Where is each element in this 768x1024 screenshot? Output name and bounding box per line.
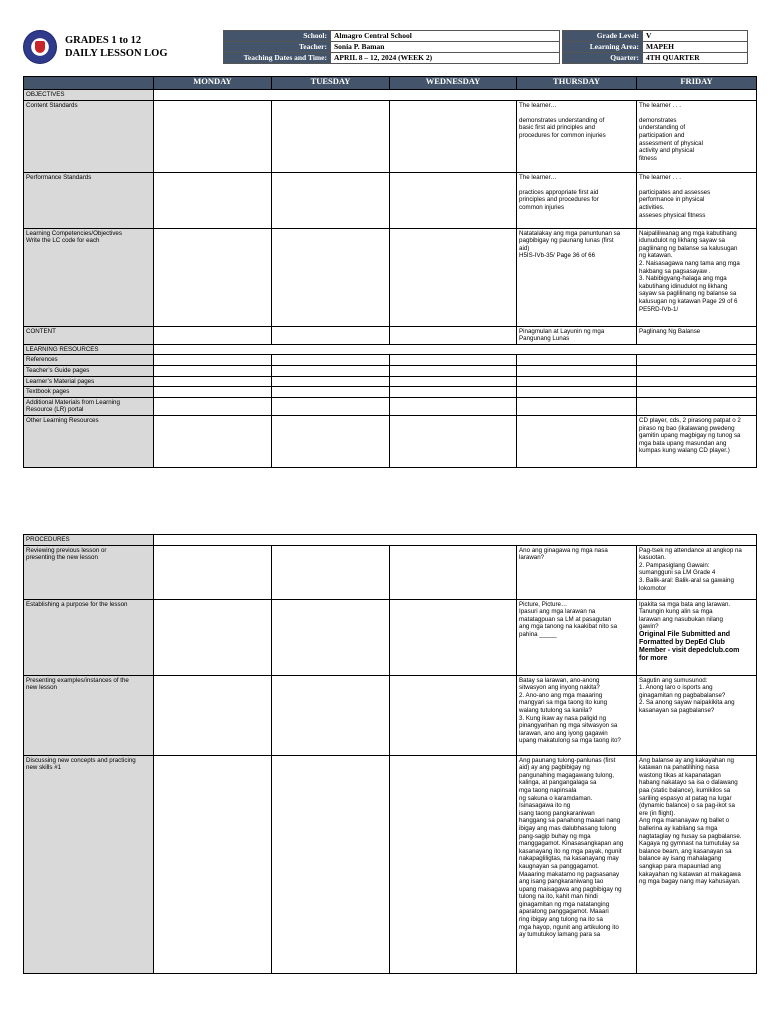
text-line: Ano ang ginagawa ng mga nasa xyxy=(519,546,608,554)
text-line: tulong na ito, kahit man hindi xyxy=(519,893,598,901)
text-line: kasanayan sa pagbalanse? xyxy=(639,706,715,714)
text-line: sayaw sa paglilinang ng balanse sa xyxy=(639,290,737,298)
text-line: Pangunang Lunas xyxy=(519,335,570,343)
text-line: ay tumutukoy lamang para sa xyxy=(519,931,601,939)
text-line: 2. Ano-ano ang mga maaaring xyxy=(519,691,603,699)
text-line: Additional Materials from Learning xyxy=(26,398,120,406)
presenting-fri xyxy=(637,675,757,755)
text-line: 3. Balik-aral: Balik-aral sa gawaing xyxy=(639,576,734,584)
text-line: CD player, cds, 2 pirasong patpat o 2 xyxy=(639,416,741,424)
establishing-fri xyxy=(637,599,757,675)
text-line: habang nakatayo sa isa o dalawang xyxy=(639,779,738,787)
text-line: The learner… xyxy=(519,101,557,109)
text-line: participation and xyxy=(639,131,685,139)
text-line: The learner . . . xyxy=(639,173,681,181)
title-line2: DAILY LESSON LOG xyxy=(65,48,168,59)
day-tuesday: TUESDAY xyxy=(272,77,390,90)
text-line: Isinasagawa ito ng xyxy=(519,802,571,810)
header xyxy=(23,30,756,64)
text-line: kumpas kung walang CD player.) xyxy=(639,447,730,455)
text-line: Natatalakay ang mga panuntunan sa xyxy=(519,229,621,237)
reviewing-label xyxy=(24,545,154,599)
dates-label: Teaching Dates and Time: xyxy=(224,53,331,64)
content-fri xyxy=(637,326,757,344)
quarter-label: Quarter: xyxy=(563,53,643,64)
text-line: Ang balanse ay ang kakayahan ng xyxy=(639,756,734,764)
text-line: upang makatulong sa mga taong ito? xyxy=(519,737,621,745)
title-line1: GRADES 1 to 12 xyxy=(65,35,142,46)
corner-cell xyxy=(24,77,154,90)
text-line: 3. Nabibigyang-halaga ang mga xyxy=(639,275,727,283)
text-line: new skills #1 xyxy=(26,764,62,772)
day-friday: FRIDAY xyxy=(637,77,757,90)
text-line: walang tutulong sa kanila? xyxy=(519,706,592,714)
text-line: Discussing new concepts and practicing xyxy=(26,756,136,764)
other-resources-label: Other Learning Resources xyxy=(24,415,154,467)
text-line: ng sakuna o karamdaman. xyxy=(519,794,593,802)
text-line: H5IS-IVb-35/ Page 36 of 66 xyxy=(519,252,596,260)
establishing-label: Establishing a purpose for the lesson xyxy=(24,599,154,675)
content-standards-label: Content Standards xyxy=(24,100,154,172)
establishing-fri-text xyxy=(639,601,754,631)
text-line: kakayahan ng katawan at makagawa xyxy=(639,870,741,878)
text-line: fitness xyxy=(639,154,657,162)
text-line: Original File Submitted and xyxy=(639,630,731,638)
performance-standards-thu xyxy=(517,172,637,228)
text-line: understanding of xyxy=(639,124,686,132)
text-line: 2. Pampasiglang Gawain: xyxy=(639,561,710,569)
text-line: kasanayang ito ng mga payak, ngunit xyxy=(519,847,622,855)
content-thu xyxy=(517,326,637,344)
discussing-thu xyxy=(517,755,637,973)
text-line: mga bata upang masundan ang xyxy=(639,439,727,447)
competencies-thu xyxy=(517,228,637,326)
performance-standards-label: Performance Standards xyxy=(24,172,154,228)
presenting-thu xyxy=(517,675,637,755)
text-line: assessment of physical xyxy=(639,139,703,147)
text-line: pangunahing magagawang tulong, xyxy=(519,771,614,779)
text-line: Picture, Picture… xyxy=(519,600,568,608)
learning-resources-heading: LEARNING RESOURCES xyxy=(24,344,154,355)
learning-area-label: Learning Area: xyxy=(563,42,643,53)
text-line: common injuries xyxy=(519,203,565,211)
text-line: Ang mga mananayaw ng ballet o xyxy=(639,817,730,825)
day-thursday: THURSDAY xyxy=(517,77,637,90)
learners-material-label: Learner’s Material pages xyxy=(24,376,154,387)
text-line: larawan, ano ang iyong gagawin xyxy=(519,729,608,737)
lesson-log-table-procedures xyxy=(23,534,756,974)
text-line: mga hayop, ngunit ang artikulong ito xyxy=(519,923,619,931)
header-left-grid xyxy=(223,30,560,64)
text-line: ng mga bagay nang may kahusayan. xyxy=(639,878,741,886)
text-line: asseses physical fitness xyxy=(639,211,706,219)
quarter-value: 4TH QUARTER xyxy=(643,53,748,64)
header-right-grid xyxy=(562,30,748,64)
references-label: References xyxy=(24,355,154,366)
text-line: presenting the new lesson xyxy=(26,554,98,562)
procedures-heading: PROCEDURES xyxy=(24,535,154,546)
text-line: Ipakita sa mga bata ang larawan. xyxy=(639,600,731,608)
text-line: balance ay isang mahalagang xyxy=(639,855,722,863)
additional-materials-label xyxy=(24,397,154,415)
text-line: (dynamic balance) o sa pag-ikot sa xyxy=(639,802,735,810)
grade-level-value: V xyxy=(643,31,748,42)
depedclub-note xyxy=(639,631,754,663)
text-line: Ang paunang tulong-panlunas (first xyxy=(519,756,616,764)
text-line: Batay sa larawan, ano-anong xyxy=(519,676,600,684)
text-line: hanggang sa panahong maaari nang xyxy=(519,817,621,825)
grade-level-label: Grade Level: xyxy=(563,31,643,42)
reviewing-fri xyxy=(637,545,757,599)
text-line: activity and physical xyxy=(639,147,695,155)
text-line: Kagaya ng gymnast na tumutulay sa xyxy=(639,840,740,848)
text-line: gamitin upang magbigay ng tunog sa xyxy=(639,432,741,440)
teachers-guide-label: Teacher’s Guide pages xyxy=(24,365,154,376)
teacher-value: Sonia P. Baman xyxy=(331,42,560,53)
text-line: 2. Sa anong sayaw naipakikita ang xyxy=(639,699,735,707)
text-line: kalusugan ng katawan Page 29 of 6 xyxy=(639,297,738,305)
text-line: demonstrates xyxy=(639,116,677,124)
text-line: 1. Anong laro o isports ang xyxy=(639,684,713,692)
text-line: for more xyxy=(639,654,668,662)
text-line: isang taong pangkaraniwan xyxy=(519,809,595,817)
performance-standards-fri xyxy=(637,172,757,228)
school-label: School: xyxy=(224,31,331,42)
text-line: sariling espasyo at patag na lugar xyxy=(639,794,732,802)
text-line: ballerina ay kabilang sa mga xyxy=(639,824,718,832)
text-line: Presenting examples/instances of the xyxy=(26,676,129,684)
text-line: basic first aid principles and xyxy=(519,124,596,132)
text-line: balance beam, ang kasanayan sa xyxy=(639,847,732,855)
text-line: kalinga, at pangangalaga sa xyxy=(519,779,597,787)
document-title xyxy=(65,34,168,60)
text-line: practices appropriate first aid xyxy=(519,188,599,196)
text-line: mga taong napinsala xyxy=(519,786,577,794)
text-line: aid) xyxy=(519,244,530,252)
school-value: Almagro Central School xyxy=(331,31,560,42)
text-line: piraso ng bao (ikalawang pwedeng xyxy=(639,424,735,432)
text-line: new lesson xyxy=(26,684,57,692)
text-line: pinangyarihan ng mga sitwasyon sa xyxy=(519,722,618,730)
objectives-heading: OBJECTIVES xyxy=(24,90,154,101)
text-line: pang-sagip buhay ng mga xyxy=(519,832,591,840)
text-line: ibigay ang mas dalubhasang tulong xyxy=(519,824,617,832)
text-line: upang maisagawa ang pagbibigay ng xyxy=(519,885,622,893)
textbook-label: Textbook pages xyxy=(24,387,154,398)
day-monday: MONDAY xyxy=(154,77,272,90)
text-line: ng katawan. xyxy=(639,252,673,260)
text-line: PE5RD-IVb-1/ xyxy=(639,305,679,313)
text-line: performance in physical xyxy=(639,196,705,204)
text-line: The learner . . . xyxy=(639,101,681,109)
text-line: larawan? xyxy=(519,554,545,562)
text-line: Maaaring makatamo ng pagsasanay xyxy=(519,870,620,878)
text-line: kasuotan. xyxy=(639,554,666,562)
text-line: 2. Naisasagawa nang tama ang mga xyxy=(639,259,740,267)
text-line: Formatted by DepEd Club xyxy=(639,638,725,646)
discussing-label xyxy=(24,755,154,973)
text-line: Naipaliliwanag ang mga kabutihang xyxy=(639,229,737,237)
competencies-label xyxy=(24,228,154,326)
text-line: lokomotor xyxy=(639,584,667,592)
text-line: ere (in flight). xyxy=(639,809,676,817)
text-line: idunudulot ng likhang sayaw sa xyxy=(639,237,725,245)
text-line: katawan na panatilihing nasa xyxy=(639,764,719,772)
text-line: Sagutin ang sumusunod: xyxy=(639,676,708,684)
text-line: principles and procedures for xyxy=(519,196,599,204)
day-wednesday: WEDNESDAY xyxy=(390,77,517,90)
content-standards-thu xyxy=(517,100,637,172)
content-standards-fri xyxy=(637,100,757,172)
text-line: kaugnayan sa panggagamot. xyxy=(519,862,599,870)
text-line: kabutihang idinudulot ng likhang xyxy=(639,282,728,290)
text-line: procedures for common injuries xyxy=(519,131,606,139)
text-line: participates and assesses xyxy=(639,188,711,196)
text-line: ang mga tanong na kaakibat nito sa xyxy=(519,623,618,631)
learning-area-value: MAPEH xyxy=(643,42,748,53)
text-line: Tanungin kung alin sa mga xyxy=(639,608,713,616)
text-line: Member - visit depedclub.com xyxy=(639,646,740,654)
text-line: ang isang pangkaraniwang tao xyxy=(519,878,604,886)
text-line: pahina _____ xyxy=(519,630,557,638)
text-line: The learner… xyxy=(519,173,557,181)
text-line: demonstrates understanding of xyxy=(519,116,605,124)
text-line: sangkap para mapaunlad ang xyxy=(639,862,721,870)
text-line: Pag-tsek ng attendance at angkop na xyxy=(639,546,742,554)
text-line: ring ibigay ang tulong na ito sa xyxy=(519,916,603,924)
text-line: Pinagmulan at Layunin ng mga xyxy=(519,327,605,335)
text-line: Resource (LR) portal xyxy=(26,406,84,414)
lesson-log-table-objectives xyxy=(23,76,756,468)
text-line: larawan ang nasubukan nilang xyxy=(639,615,723,623)
text-line: pagliinang ng balanse sa kalusugan xyxy=(639,244,738,252)
text-line: Ipasuri ang mga larawan na xyxy=(519,608,596,616)
text-line: 3. Kung ikaw ay nasa paligid ng xyxy=(519,714,607,722)
text-line: aid) ay ang pagbibigay ng xyxy=(519,764,590,772)
deped-seal-icon xyxy=(23,30,57,64)
text-line: aparatong panggagamot. Maaari xyxy=(519,908,609,916)
text-line: Reviewing previous lesson or xyxy=(26,546,107,554)
presenting-label xyxy=(24,675,154,755)
competencies-fri xyxy=(637,228,757,326)
text-line: nagtataglay ng husay sa pagbalanse. xyxy=(639,832,742,840)
text-line: Learning Competencies/Objectives xyxy=(26,229,122,237)
reviewing-thu xyxy=(517,545,637,599)
text-line: hakbang sa pagsasayaw . xyxy=(639,267,711,275)
text-line: nakapagliligtas, na kasanayang may xyxy=(519,855,619,863)
teacher-label: Teacher: xyxy=(224,42,331,53)
text-line: manggagamot. Kinasasangkapan ang xyxy=(519,840,624,848)
text-line: pagbibigay ng paunang lunas (first xyxy=(519,237,614,245)
text-line: Paglinang Ng Balanse xyxy=(639,327,701,335)
dates-value: APRIL 8 – 12, 2024 (WEEK 2) xyxy=(331,53,560,64)
text-line: sitwasyon ang inyong nakita? xyxy=(519,684,600,692)
text-line: mangyari sa mga taong ito kung xyxy=(519,699,608,707)
text-line: activities. xyxy=(639,203,665,211)
other-resources-fri xyxy=(637,415,757,467)
text-line: ginagamitan ng pagbabalanse? xyxy=(639,691,726,699)
text-line: matatagpuan sa LM at pasagutan xyxy=(519,615,612,623)
establishing-thu xyxy=(517,599,637,675)
text-line: sumangguni sa LM Grade 4 xyxy=(639,569,716,577)
text-line: Write the LC code for each xyxy=(26,237,100,245)
text-line: gawin? xyxy=(639,623,659,631)
text-line: paa (static balance), kumikilos sa xyxy=(639,786,731,794)
discussing-fri xyxy=(637,755,757,973)
text-line: wastong tikas at kapanatagan xyxy=(639,771,721,779)
text-line: ginagamitan ng mga natatanging xyxy=(519,900,610,908)
content-label: CONTENT xyxy=(24,326,154,344)
